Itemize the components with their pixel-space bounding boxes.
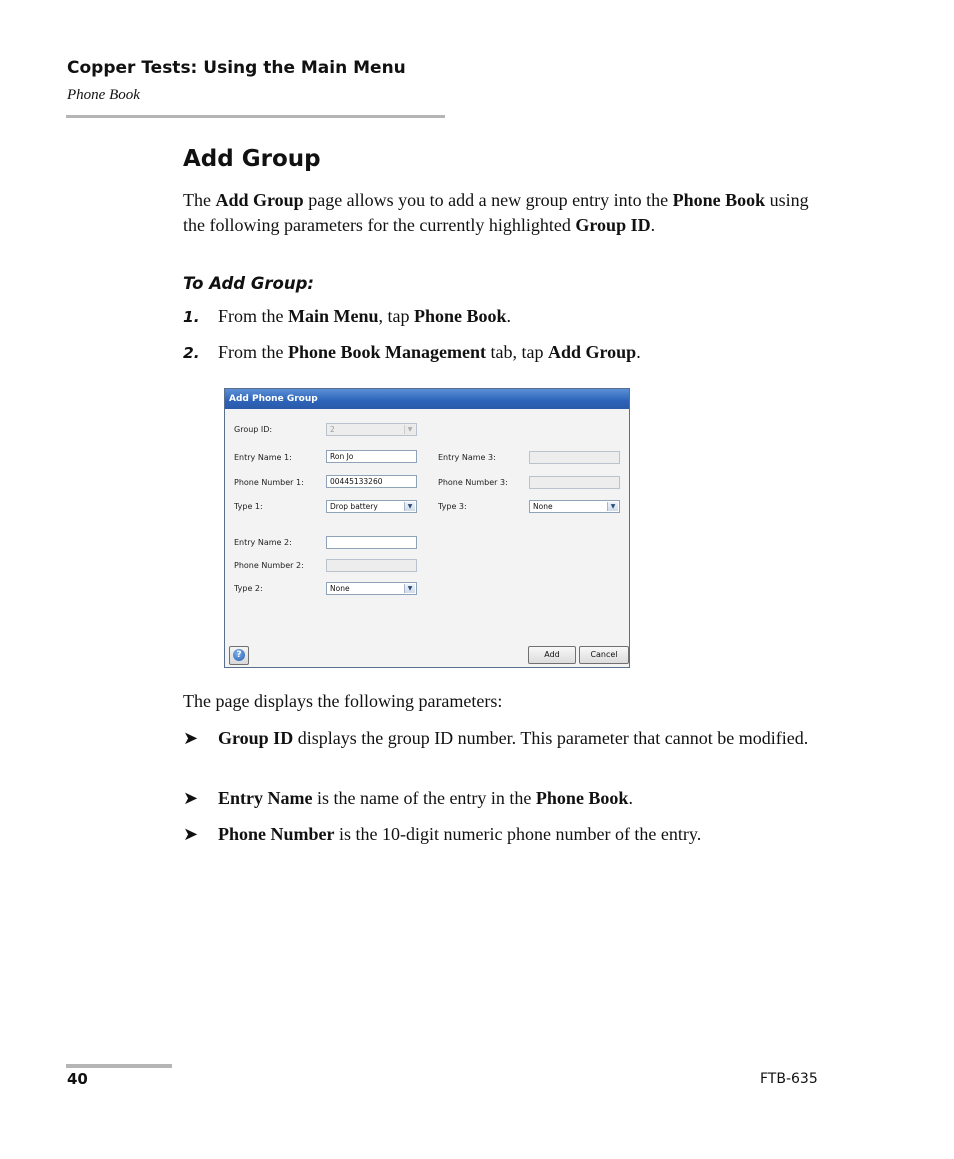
chevron-down-icon[interactable]: ▼ — [404, 584, 415, 593]
group-id-label: Group ID: — [234, 425, 273, 434]
bullet-description: is the name of the entry in the — [312, 788, 536, 808]
cancel-button[interactable]: Cancel — [579, 646, 629, 664]
step-text — [218, 304, 823, 328]
intro-term: Phone Book — [672, 190, 766, 210]
dialog-body — [225, 409, 629, 667]
chevron-down-icon[interactable]: ▼ — [607, 502, 618, 511]
add-phone-group-dialog — [224, 388, 630, 668]
step-item — [183, 304, 823, 328]
type-1-value: Drop battery — [330, 502, 378, 511]
chevron-down-icon: ▼ — [404, 425, 415, 434]
type-1-select[interactable] — [326, 500, 417, 513]
step-fragment: . — [636, 342, 641, 362]
group-id-value: 2 — [330, 425, 335, 434]
intro-text: page allows you to add a new group entry into the — [303, 190, 673, 210]
type-1-label: Type 1: — [234, 502, 263, 511]
group-id-select — [326, 423, 417, 436]
footer-rule — [66, 1064, 172, 1068]
bullet-text — [218, 726, 823, 751]
entry-name-3-field[interactable] — [529, 451, 620, 464]
procedure-heading: To Add Group: — [183, 274, 315, 293]
step-fragment: tab, tap — [486, 342, 548, 362]
bullet-term: Group ID — [218, 728, 294, 748]
chapter-title: Copper Tests: Using the Main Menu — [67, 58, 406, 78]
bullet-item — [183, 822, 823, 847]
bullet-term: Phone Book — [535, 788, 629, 808]
entry-name-2-field[interactable] — [326, 536, 417, 549]
bullet-text — [218, 822, 823, 847]
intro-term: Add Group — [215, 190, 304, 210]
intro-paragraph — [183, 188, 823, 237]
section-title: Add Group — [183, 146, 321, 172]
help-icon: ? — [233, 649, 245, 661]
type-3-label: Type 3: — [438, 502, 467, 511]
phone-number-3-label: Phone Number 3: — [438, 478, 508, 487]
entry-name-1-field[interactable]: Ron Jo — [326, 450, 417, 463]
phone-number-1-field[interactable]: 00445133260 — [326, 475, 417, 488]
page-number: 40 — [67, 1070, 88, 1088]
type-2-value: None — [330, 584, 350, 593]
intro-term: Group ID — [575, 214, 651, 235]
bullet-description: . — [628, 788, 633, 808]
bullet-item — [183, 726, 823, 751]
step-number: 2. — [183, 344, 200, 362]
step-fragment: , tap — [378, 306, 415, 326]
step-term: Phone Book — [414, 306, 507, 326]
displays-text: The page displays the following parameters: — [183, 691, 503, 711]
step-fragment: From the — [218, 342, 288, 362]
intro-text: using the following parameters for the currently highlighted — [183, 190, 809, 235]
bullet-term: Phone Number — [218, 824, 335, 844]
step-number: 1. — [183, 308, 200, 326]
intro-text: . — [650, 214, 656, 235]
step-term: Add Group — [547, 342, 637, 362]
phone-number-2-field[interactable] — [326, 559, 417, 572]
step-fragment: . — [506, 306, 512, 326]
product-name: FTB-635 — [760, 1071, 818, 1087]
add-button[interactable]: Add — [528, 646, 576, 664]
header-rule — [66, 115, 445, 118]
phone-number-3-field[interactable] — [529, 476, 620, 489]
help-button[interactable] — [229, 646, 249, 665]
step-fragment: From the — [218, 306, 288, 326]
bullet-item — [183, 786, 823, 811]
type-2-label: Type 2: — [234, 584, 263, 593]
section-subtitle: Phone Book — [67, 87, 140, 103]
arrow-bullet-icon: ➤ — [183, 788, 199, 808]
entry-name-1-label: Entry Name 1: — [234, 453, 292, 462]
step-item — [183, 340, 823, 364]
type-3-value: None — [533, 502, 553, 511]
bullet-description: displays the group ID number. This parameter that cannot be modified. — [293, 728, 809, 748]
phone-number-1-label: Phone Number 1: — [234, 478, 304, 487]
step-text — [218, 340, 823, 364]
entry-name-3-label: Entry Name 3: — [438, 453, 496, 462]
entry-name-2-label: Entry Name 2: — [234, 538, 292, 547]
bullet-description: is the 10-digit numeric phone number of the entry. — [334, 824, 702, 844]
intro-text: The — [183, 190, 216, 210]
bullet-term: Entry Name — [218, 788, 313, 808]
arrow-bullet-icon: ➤ — [183, 824, 199, 844]
dialog-title: Add Phone Group — [225, 389, 629, 409]
type-2-select[interactable] — [326, 582, 417, 595]
phone-number-2-label: Phone Number 2: — [234, 561, 304, 570]
step-term: Main Menu — [288, 306, 379, 326]
type-3-select[interactable] — [529, 500, 620, 513]
chevron-down-icon[interactable]: ▼ — [404, 502, 415, 511]
bullet-text — [218, 786, 823, 811]
arrow-bullet-icon: ➤ — [183, 728, 199, 748]
step-term: Phone Book Management — [288, 342, 486, 362]
